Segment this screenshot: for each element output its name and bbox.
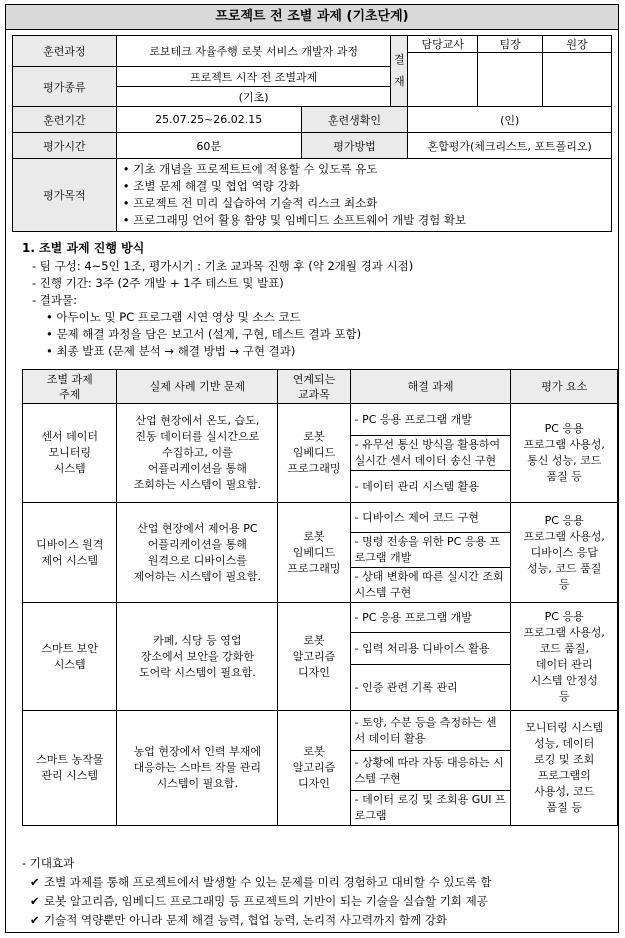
deliverable-item: • 최종 발표 (문제 분석 → 해결 방법 → 구현 결과) [46, 344, 296, 358]
project-task: - 유무선 통신 방식을 활용하여 실시간 센서 데이터 송신 구현 [350, 436, 511, 471]
project-task: - 상황에 따라 자동 대응하는 시스템 구현 [350, 751, 511, 791]
project-problem: 농업 현장에서 인력 부재에 대응하는 스마트 작물 관리 시스템이 필요함. [117, 711, 278, 826]
header-tasks: 해결 과제 [350, 370, 511, 404]
info-table [12, 35, 612, 232]
project-task: - 입력 처리용 디바이스 활용 [350, 633, 511, 665]
approval-col-director: 원장 [543, 36, 612, 53]
document-title: 프로젝트 전 조별 과제 (기초단계) [6, 5, 618, 30]
approval-col-leader: 팀장 [478, 36, 543, 53]
eval-type-value-1: 프로젝트 시작 전 조별과제 [116, 67, 391, 87]
table-row [23, 404, 618, 436]
time-value: 60분 [116, 133, 301, 159]
effect-item: ✔ 기술적 역량뿐만 아니라 문제 해결 능력, 협업 능력, 논리적 사고력까지 함께 강화 [22, 911, 612, 930]
project-eval: PC 응용 프로그램 사용성, 코드 품질, 데이터 관리 시스템 안정성 등 [511, 603, 618, 711]
table-header-row [23, 370, 618, 404]
student-confirm-value[interactable]: (인) [408, 107, 612, 133]
approval-sign-teacher[interactable] [408, 53, 478, 107]
course-value: 로보테크 자율주행 로봇 서비스 개발자 과정 [116, 36, 391, 67]
expected-effects [22, 854, 612, 930]
deliverable-item: • 아두이노 및 PC 프로그램 시연 영상 및 소스 코드 [46, 310, 301, 324]
approval-label: 결 재 [391, 36, 408, 107]
deliverables-line: - 결과물: [32, 293, 78, 307]
project-topic: 센서 데이터 모니터링 시스템 [23, 404, 117, 503]
header-subject: 연계되는 교과목 [278, 370, 350, 404]
project-table [22, 369, 618, 826]
goal-item: • 프로그래밍 언어 활용 함양 및 임베디드 소프트웨어 개발 경험 확보 [123, 212, 605, 229]
goal-item: • 프로젝트 전 미리 실습하여 기술적 리스크 최소화 [123, 195, 605, 212]
effect-item: ✔ 조별 과제를 통해 프로젝트에서 발생할 수 있는 문제를 미리 경험하고 대비할 수 있도록 함 [22, 873, 612, 892]
goal-list [117, 159, 611, 231]
duration-line: - 진행 기간: 3주 (2주 개발 + 1주 테스트 및 발표) [32, 276, 284, 290]
student-confirm-label: 훈련생확인 [301, 107, 408, 133]
project-task: - PC 응용 프로그램 개발 [350, 404, 511, 436]
method-label: 평가방법 [301, 133, 408, 159]
table-row [23, 603, 618, 633]
project-topic: 스마트 농작물 관리 시스템 [23, 711, 117, 826]
check-icon: ✔ [30, 894, 40, 908]
header-topic: 조별 과제 주제 [23, 370, 117, 404]
period-label: 훈련기간 [13, 107, 117, 133]
eval-type-label: 평가종류 [13, 67, 117, 107]
approval-sign-director[interactable] [543, 53, 612, 107]
project-task: - 명령 전송을 위한 PC 응용 프로그램 개발 [350, 533, 511, 568]
project-problem: 산업 현장에서 제어용 PC 어플리케이션을 통해 원격으로 디바이스를 제어하는 시스템이 필요함. [117, 503, 278, 603]
project-subject: 로봇 임베디드 프로그래밍 [278, 503, 350, 603]
section-1 [22, 239, 612, 360]
table-row [23, 503, 618, 533]
document-page [5, 4, 619, 933]
project-topic: 스마트 보안 시스템 [23, 603, 117, 711]
method-value: 혼합평가(체크리스트, 포트폴리오) [408, 133, 612, 159]
deliverable-item: • 문제 해결 과정을 담은 보고서 (설계, 구현, 테스트 결과 포함) [46, 327, 362, 341]
goal-item: • 기초 개념을 프로젝트트에 적용할 수 있도록 유도 [123, 161, 605, 178]
project-task: - 인증 관련 기록 관리 [350, 665, 511, 711]
project-eval: 모니터링 시스템 성능, 데이터 로깅 및 조회 프로그램의 사용성, 코드 품질 등 [511, 711, 618, 826]
check-icon: ✔ [30, 913, 40, 927]
project-task: - 디바이스 제어 코드 구현 [350, 503, 511, 533]
approval-sign-leader[interactable] [478, 53, 543, 107]
project-subject: 로봇 임베디드 프로그래밍 [278, 404, 350, 503]
project-eval: PC 응용 프로그램 사용성, 통신 성능, 코드 품질 등 [511, 404, 618, 503]
project-task: - 토양, 수분 등을 측정하는 센서 데이터 활용 [350, 711, 511, 751]
project-eval: PC 응용 프로그램 사용성, 디바이스 응답 성능, 코드 품질 등 [511, 503, 618, 603]
goal-item: • 조별 문제 해결 및 협업 역량 강화 [123, 178, 605, 195]
goal-label: 평가목적 [13, 159, 117, 232]
time-label: 평가시간 [13, 133, 117, 159]
course-label: 훈련과정 [13, 36, 117, 67]
approval-col-teacher: 담당교사 [408, 36, 478, 53]
project-problem: 카페, 식당 등 영업 장소에서 보안을 강화한 도어락 시스템이 필요함. [117, 603, 278, 711]
project-task: - PC 응용 프로그램 개발 [350, 603, 511, 633]
check-icon: ✔ [30, 875, 40, 889]
table-row [23, 711, 618, 751]
period-value: 25.07.25~26.02.15 [116, 107, 301, 133]
project-task: - 데이터 로깅 및 조회용 GUI 프로그램 [350, 791, 511, 826]
project-task: - 상태 변화에 따른 실시간 조회 시스템 구현 [350, 568, 511, 603]
section-1-heading: 1. 조별 과제 진행 방식 [22, 241, 145, 255]
effects-heading: - 기대효과 [22, 856, 75, 870]
team-composition-line: - 팀 구성: 4~5인 1조, 평가시기 : 기초 교과목 진행 후 (약 2개월 경과 시점) [32, 259, 414, 273]
project-topic: 디바이스 원격 제어 시스템 [23, 503, 117, 603]
header-problem: 실제 사례 기반 문제 [117, 370, 278, 404]
project-subject: 로봇 알고리즘 디자인 [278, 711, 350, 826]
header-eval: 평가 요소 [511, 370, 618, 404]
eval-type-value-2: (기초) [116, 87, 391, 107]
project-task: - 데이터 관리 시스템 활용 [350, 471, 511, 503]
goal-cell [116, 159, 611, 232]
effect-item: ✔ 로봇 알고리즘, 임베디드 프로그래밍 등 프로젝트의 기반이 되는 기술을 실습할 기회 제공 [22, 892, 612, 911]
project-subject: 로봇 알고리즘 디자인 [278, 603, 350, 711]
project-problem: 산업 현장에서 온도, 습도, 진동 데이터를 실시간으로 수집하고, 이를 어플리케이션을 통해 조회하는 시스템이 필요함. [117, 404, 278, 503]
